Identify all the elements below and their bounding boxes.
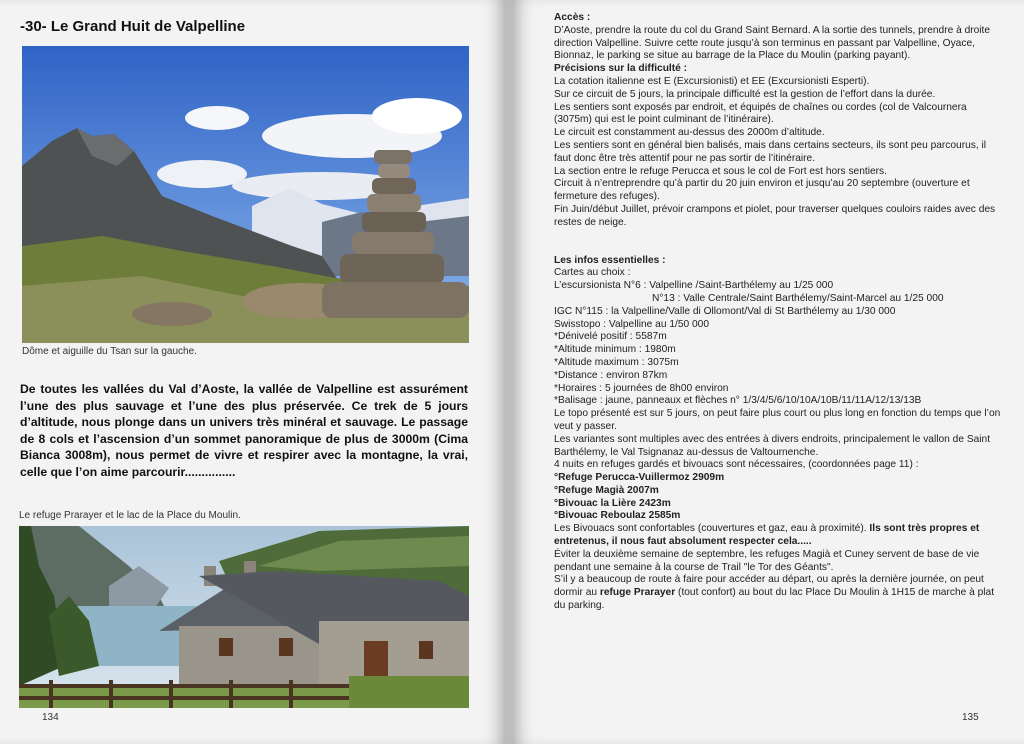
topo-line: Le topo présenté est sur 5 jours, on peut faire plus court ou plus long en fonction du temps que l’on veut y passer. [554, 408, 1001, 432]
bivouacs-bold-text: Ils sont très propres et entretenus, il nous faut absolument respecter cela..... [554, 523, 980, 548]
route-paragraph [554, 574, 1002, 612]
stat-item: *Horaires : 5 journées de 8h00 environ [554, 382, 729, 394]
difficulty-crampons: Fin Juin/début Juillet, prévoir crampons et piolet, pour traverser quelques couloirs raides avec des restes de neige. [554, 203, 996, 228]
route-bold-text: refuge Prarayer [599, 587, 676, 599]
difficulty-altitude: Le circuit est constamment au-dessus des 2000m d’altitude. [554, 127, 825, 139]
difficulty-season: Circuit à n’entreprendre qu’à partir du 20 juin environ et jusqu’au 20 septembre (ouverture et fermeture des refuges). [554, 178, 970, 203]
map-item: N°13 : Valle Centrale/Saint Barthélemy/Saint-Marcel au 1/25 000 [652, 292, 944, 304]
acces-heading: Accès : [554, 12, 591, 23]
topo-line: Les variantes sont multiples avec des entrées à divers endroits, principalement le vallon de Saint Barthélemy, le Val Tsignanaz au-dessus de Valtournenche. [554, 433, 991, 458]
mountain-cairn-photo [22, 46, 469, 343]
map-item: IGC N°115 : la Valpelline/Valle di Ollomont/Val di St Barthélemy au 1/30 000 [554, 305, 896, 317]
page-number: 135 [962, 712, 979, 723]
route-text: S’il y a beaucoup de route à faire pour accéder au départ, ou après la dernière journée, on peut dormir au [554, 574, 984, 599]
infos-heading: Les infos essentielles : [554, 254, 666, 266]
topo-line: 4 nuits en refuges gardés et bivouacs sont nécessaires, (coordonnées page 11) : [554, 459, 919, 471]
bivouacs-paragraph [554, 523, 1002, 549]
refuge-item: °Bivouac Reboulaz 2585m [554, 510, 681, 522]
map-item: Swisstopo : Valpelline au 1/50 000 [554, 318, 709, 330]
page-number: 134 [42, 712, 59, 723]
stat-item: *Altitude maximum : 3075m [554, 356, 679, 368]
stat-item: *Altitude minimum : 1980m [554, 344, 676, 356]
stat-item: *Dénivelé positif : 5587m [554, 331, 667, 343]
route-text-end: (tout confort) au bout du lac Place Du Moulin à 1H15 de marche à plat du parking. [554, 587, 995, 612]
difficulty-section: La section entre le refuge Perucca et sous le col de Fort est hors sentiers. [554, 165, 887, 177]
difficulty-balisage: Les sentiers sont en général bien balisés, mais dans certains secteurs, ils sont peu parcourus, il faut donc être très attentif pour ne pas sortir de l’itinéraire. [554, 139, 987, 164]
difficulty-heading: Précisions sur la difficulté : [554, 63, 688, 75]
acces-text: D’Aoste, prendre la route du col du Grand Saint Bernard. A la sortie des tunnels, prendre à droite direction Valpelline. Suivre cette route jusqu’à son terminus en passant par Valpelline, Oyace, Bionnaz, le parking se situe au barrage de la Place du Moulin (parking payant). [554, 24, 991, 62]
right-page-text [554, 12, 1002, 613]
photo-caption: Dôme et aiguille du Tsan sur la gauche. [22, 346, 197, 357]
stat-item: *Balisage : jaune, panneaux et flèches n° 1/3/4/5/6/10/10A/10B/11/11A/12/13/13B [554, 395, 922, 407]
refuge-item: °Refuge Magià 2007m [554, 484, 659, 496]
left-page [0, 0, 506, 744]
stat-item: *Distance : environ 87km [554, 369, 668, 381]
bivouacs-text: Les Bivouacs sont confortables (couvertures et gaz, eau à proximité). [554, 523, 867, 535]
september-note: Éviter la deuxième semaine de septembre, les refuges Magià et Cuney servent de base de vie pendant une semaine à la course de Trail "le Tor des Géants". [554, 548, 980, 573]
page-title: -30- Le Grand Huit de Valpelline [20, 18, 246, 35]
photo-caption: Le refuge Prarayer et le lac de la Place du Moulin. [19, 510, 241, 521]
right-page [512, 0, 1024, 744]
difficulty-line: La cotation italienne est E (Excursionisti) et EE (Excursionisti Esperti). [554, 75, 870, 87]
difficulty-line: Les sentiers sont exposés par endroit, et équipés de chaînes ou cordes (col de Valcournera (3075m) qui est le point culminant de l’itinéraire). [554, 101, 967, 126]
difficulty-line: Sur ce circuit de 5 jours, la principale difficulté est la gestion de l’effort dans la durée. [554, 88, 936, 100]
intro-paragraph: De toutes les vallées du Val d’Aoste, la vallée de Valpelline est assurément l’une des plus sauvage et l’une des plus préservée. Ce trek de 5 jours d’altitude, nous plonge dans un univers très minéral et sauvage. Le passage de 8 cols et l’ascension d’un sommet panoramique de plus de 3000m (Cima Bianca 3008m), nous permet de vivre et respirer avec la montagne, la vrai, celle que l’on aime parcourir............... [20, 382, 468, 479]
map-item: L’escursionista N°6 : Valpelline /Saint-Barthélemy au 1/25 000 [554, 280, 834, 292]
refuge-item: °Refuge Perucca-Vuillermoz 2909m [554, 472, 725, 484]
refuge-item: °Bivouac la Lière 2423m [554, 497, 671, 509]
maps-label: Cartes au choix : [554, 267, 631, 279]
refuge-lake-photo [19, 526, 469, 708]
